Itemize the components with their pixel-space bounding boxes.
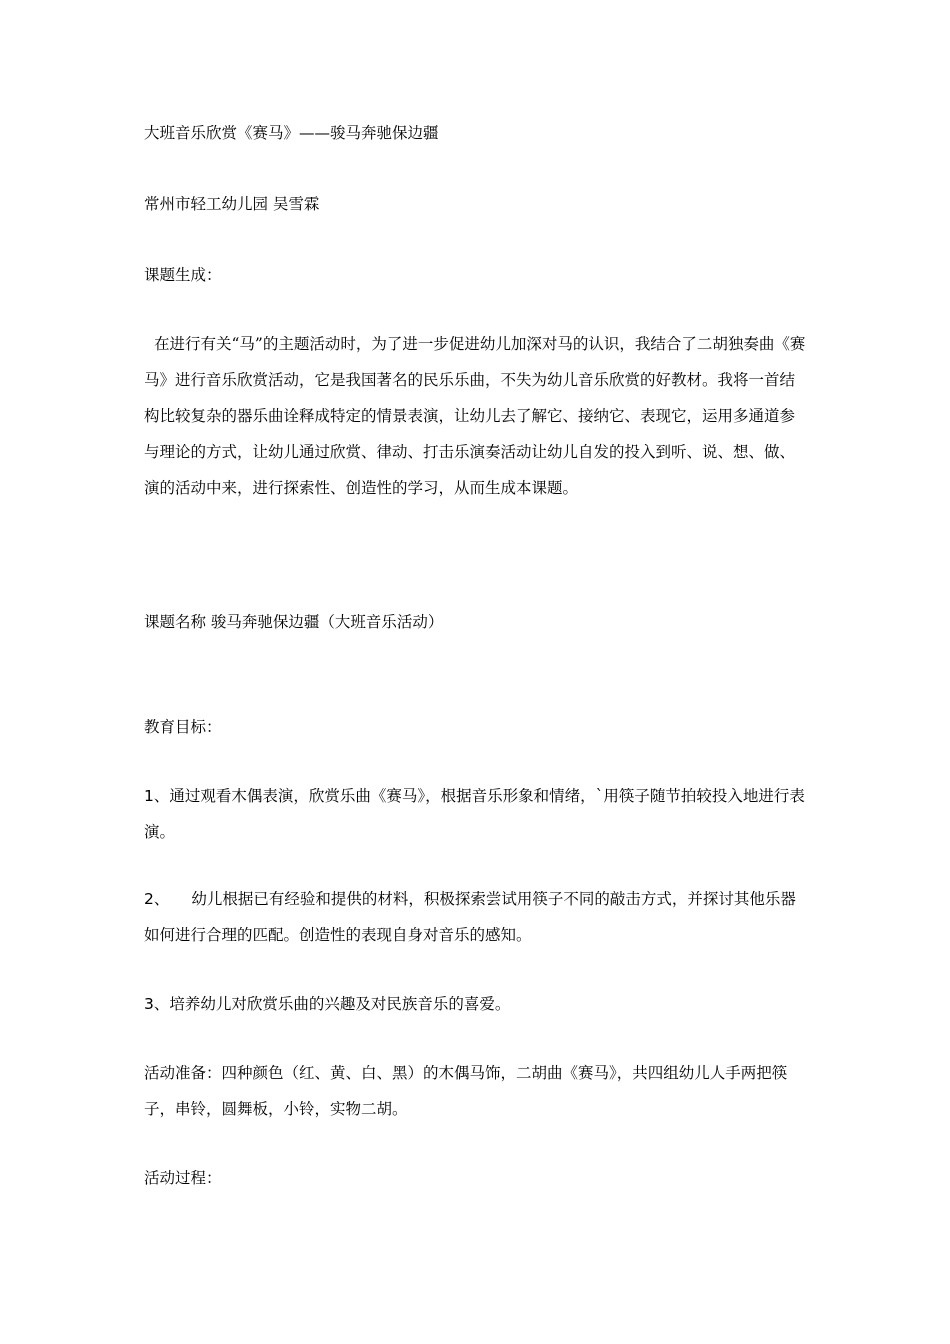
- author-line: 常州市轻工幼儿园 吴雪霖: [144, 195, 320, 213]
- goal-item-3: [144, 986, 810, 1022]
- goal-number: 1、: [144, 787, 170, 805]
- goal-number: 3、: [144, 995, 170, 1013]
- goal-text: 幼儿根据已有经验和提供的材料，积极探索尝试用筷子不同的敲击方式，并探讨其他乐器如何进行合理的匹配。创造性的表现自身对音乐的感知。: [144, 890, 796, 944]
- goal-item-1: [144, 778, 810, 850]
- goal-number: 2、: [144, 890, 170, 908]
- origin-body-text: 在进行有关“马”的主题活动时，为了进一步促进幼儿加深对马的认识，我结合了二胡独奏曲《赛马》进行音乐欣赏活动，它是我国著名的民乐乐曲，不失为幼儿音乐欣赏的好教材。我将一首结构比较复杂的器乐曲诠释成特定的情景表演，让幼儿去了解它、接纳它、表现它，运用多通道参与理论的方式，让幼儿通过欣赏、律动、打击乐演奏活动让幼儿自发的投入到听、说、想、做、演的活动中来，进行探索性、创造性的学习，从而生成本课题。: [144, 335, 806, 497]
- preparation: 活动准备：四种颜色（红、黄、白、黑）的木偶马饰，二胡曲《赛马》，共四组幼儿人手两把筷子，串铃，圆舞板，小铃，实物二胡。: [144, 1064, 788, 1118]
- origin-heading: 课题生成：: [144, 266, 222, 284]
- topic-name: 课题名称 骏马奔驰保边疆（大班音乐活动）: [144, 613, 444, 631]
- goal-text: 培养幼儿对欣赏乐曲的兴趣及对民族音乐的喜爱。: [169, 995, 511, 1013]
- document-title: 大班音乐欣赏《赛马》——骏马奔驰保边疆: [144, 124, 439, 142]
- goal-text: 通过观看木偶表演，欣赏乐曲《赛马》，根据音乐形象和情绪，`用筷子随节拍较投入地进行表演。: [144, 787, 805, 841]
- origin-body: [144, 326, 810, 506]
- goal-item-2: [144, 881, 810, 953]
- goals-heading: 教育目标：: [144, 718, 222, 736]
- process-heading: 活动过程：: [144, 1169, 222, 1187]
